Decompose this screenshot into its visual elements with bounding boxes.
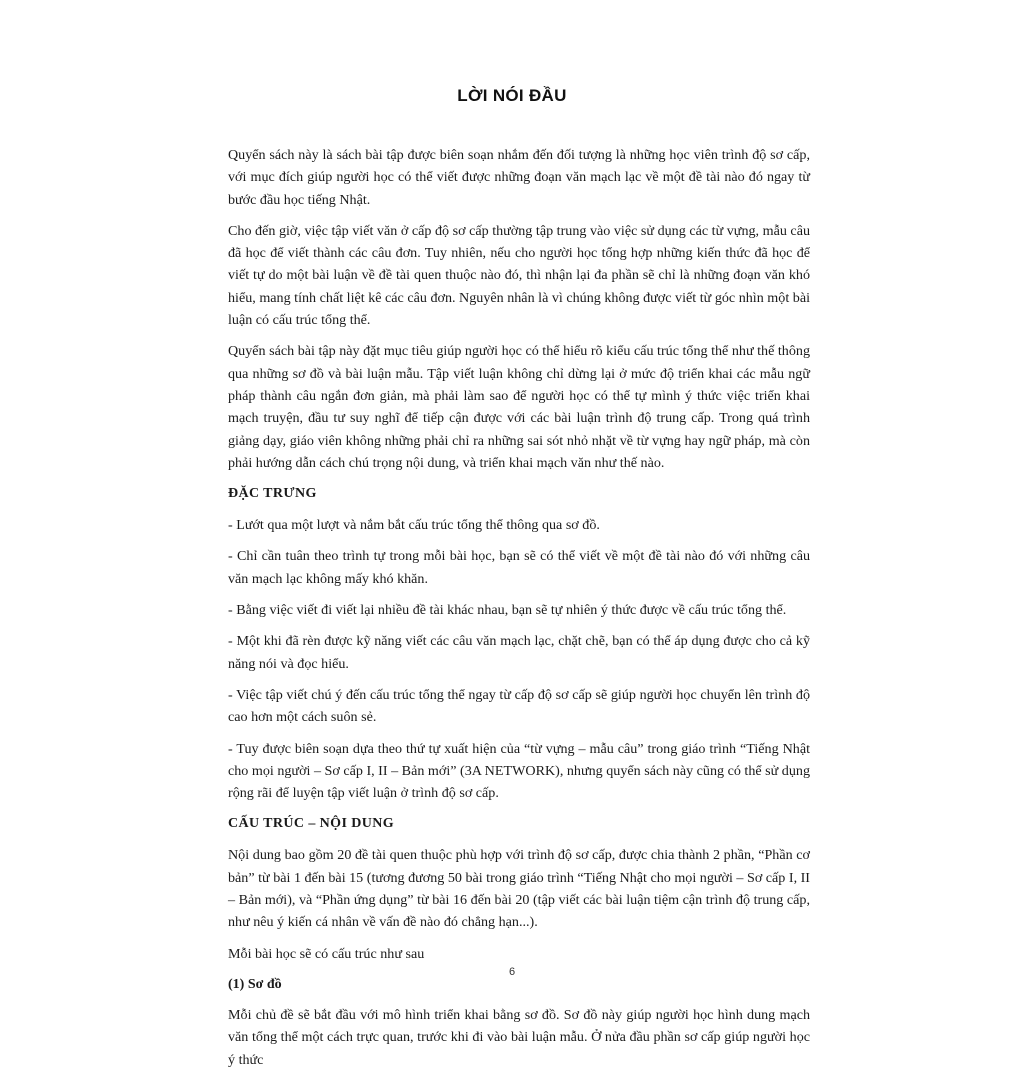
structure-heading: CẤU TRÚC – NỘI DUNG [228,816,395,832]
structure-subparagraph: Mỗi chủ đề sẽ bắt đầu với mô hình triển khai bằng sơ đồ. Sơ đồ này giúp người học hình dung mạch văn tổng thể một cách trực quan, trước khi đi vào bài luận mẫu. Ở nửa đầu phần sơ cấp giúp người học ý thức [228,1006,810,1068]
page-title: LỜI NÓI ĐẦU [457,86,567,105]
feature-item: - Một khi đã rèn được kỹ năng viết các câu văn mạch lạc, chặt chẽ, bạn có thể áp dụng được cho cả kỹ năng nói và đọc hiểu. [228,633,810,672]
structure-paragraph: Mỗi bài học sẽ có cấu trúc như sau [228,945,425,962]
features-heading: ĐẶC TRƯNG [228,486,317,502]
structure-paragraph: Nội dung bao gồm 20 đề tài quen thuộc phù hợp với trình độ sơ cấp, được chia thành 2 phần, “Phần cơ bản” từ bài 1 đến bài 15 (tương đương 50 bài trong giáo trình “Tiếng Nhật cho mọi người – Sơ cấp I, II – Bản mới), và “Phần ứng dụng” từ bài 16 đến bài 20 (tập viết các bài luận tiệm cận trình độ trung cấp, như nêu ý kiến cá nhân về vấn đề nào đó chẳng hạn...). [228,847,811,931]
intro-paragraph: Quyển sách này là sách bài tập được biên soạn nhắm đến đối tượng là những học viên trình độ sơ cấp, với mục đích giúp người học có thể viết được những đoạn văn mạch lạc về một đề tài nào đó ngay từ bước đầu học tiếng Nhật. [228,147,810,208]
intro-paragraph: Cho đến giờ, việc tập viết văn ở cấp độ sơ cấp thường tập trung vào việc sử dụng các từ vựng, mẫu câu đã học để viết thành các câu đơn. Tuy nhiên, nếu cho người học tổng hợp những kiến thức đã học để viết tự do một bài luận về đề tài quen thuộc nào đó, thì nhận lại đa phần sẽ chỉ là những đoạn văn khó hiểu, mang tính chất liệt kê các câu đơn. Nguyên nhân là vì chúng không được viết từ góc nhìn một bài luận có cấu trúc tổng thể. [228,222,810,329]
structure-subheading: (1) Sơ đồ [228,976,282,992]
feature-item: - Chỉ cần tuân theo trình tự trong mỗi bài học, bạn sẽ có thể viết về một đề tài nào đó với những câu văn mạch lạc không mấy khó khăn. [228,548,810,587]
intro-paragraph: Quyển sách bài tập này đặt mục tiêu giúp người học có thể hiểu rõ kiểu cấu trúc tổng thể như thế thông qua những sơ đồ và bài luận mẫu. Tập viết luận không chỉ dừng lại ở mức độ triển khai các mẫu ngữ pháp thành câu ngắn đơn giản, mà phải làm sao để người học có thể tự mình ý thức việc triển khai mạch truyện, đầu tư suy nghĩ để tiếp cận được với các bài luận trình độ trung cấp. Trong quá trình giảng dạy, giáo viên không những phải chỉ ra những sai sót nhỏ nhặt về từ vựng hay ngữ pháp, mà còn phải hướng dẫn cách chú trọng nội dung, và triển khai mạch văn như thế nào. [228,343,810,471]
page-number: 6 [508,966,516,978]
feature-item: - Tuy được biên soạn dựa theo thứ tự xuất hiện của “từ vựng – mẫu câu” trong giáo trình “Tiếng Nhật cho mọi người – Sơ cấp I, II – Bản mới” (3A NETWORK), nhưng quyển sách này cũng có thể sử dụng rộng rãi để luyện tập viết luận ở trình độ sơ cấp. [228,740,810,802]
feature-item: - Bằng việc viết đi viết lại nhiều đề tài khác nhau, bạn sẽ tự nhiên ý thức được về cấu trúc tổng thể. [228,602,787,619]
page-content [228,144,810,1080]
feature-item: - Lướt qua một lượt và nắm bắt cấu trúc tổng thể thông qua sơ đồ. [228,517,600,534]
feature-item: - Việc tập viết chú ý đến cấu trúc tổng thể ngay từ cấp độ sơ cấp sẽ giúp người học chuyển lên trình độ cao hơn một cách suôn sẻ. [228,686,810,726]
